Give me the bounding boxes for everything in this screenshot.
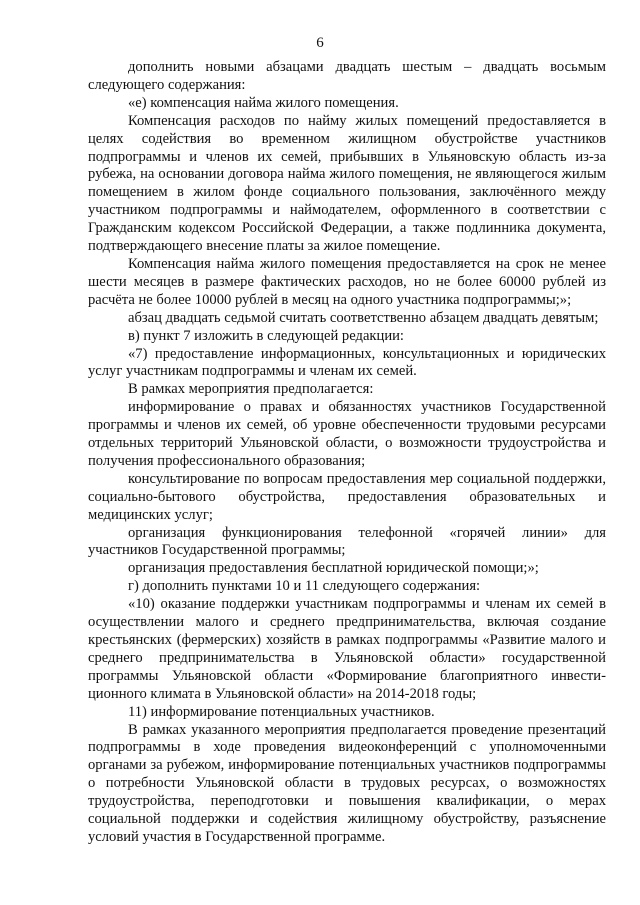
paragraph: в) пункт 7 изложить в следующей редакции: [128,327,404,344]
paragraph: организация предоставления бесплатной юридической помощи;»; [128,560,539,577]
paragraph: организация функционирования телефонной «горячей линии» для участников Государственной программы; [88,524,606,559]
paragraph: Компенсация найма жилого помещения предоставляется на срок не менее шести месяцев в размере фактических расходов, но не более 60000 рублей из расчёта не более 10000 рублей в месяц на одного участника подпрограммы;»; [88,255,606,308]
paragraph: абзац двадцать седьмой считать соответственно абзацем двадцать девятым; [128,309,599,326]
paragraph: «10) оказание поддержки участникам подпрограммы и членам их семей в осуществлении малого и среднего предпринимательства, включая создание крестьянских (фермерских) хозяйств в рамках подпрограммы «Развитие малого и среднего предпринимательства в Ульяновской области» государственной программы Ульяновской области «Формирование благоприятного инвестиционного климата в Ульяновской области» на 2014-2018 годы; [88,596,606,702]
paragraph: В рамках указанного мероприятия предполагается проведение презентаций подпрограммы в ходе проведения видеоконференций с уполномоченными органами за рубежом, информирование потенциальных участников подпрограммы о потребности Ульяновской области в трудовых ресурсах, о возможностях трудоустройства, переподготовки и повышения квалификации, о мерах социальной поддержки и содействия жилищному обустройству, разъяснение условий участия в Государственной программе. [88,721,606,845]
paragraph: дополнить новыми абзацами двадцать шестым – двадцать восьмым следующего содержания: [88,59,606,93]
page-number: 6 [316,35,324,51]
paragraph: Компенсация расходов по найму жилых помещений предоставляется в целях содействия во временном жилищном обустройстве участников подпрограммы и членов их семей, прибывших в Ульяновскую область из-за рубежа, на основании договора найма жилого помещения, не являющегося жилым помещением в жилом фонде социального пользования, заключённого между участником подпрограммы и наймодателем, оформленного в соответствии с Гражданским кодексом Российской Федерации, а также подлинника документа, подтверждающего внесение платы за жилое помещение. [88,112,606,255]
paragraph: информирование о правах и обязанностях участников Государственной программы и членов их семей, об уровне обеспеченности трудовыми ресурсами отдельных территорий Ульяновской области, о возможности трудоустройства и получения профессионального образования; [88,399,606,469]
paragraph: «7) предоставление информационных, консультационных и юридических услуг участникам подпрограммы и членам их семей. [88,345,606,380]
paragraph: консультирование по вопросам предоставления мер социальной поддержки, социально-бытового обустройства, предоставления образовательных и медицинских услуг; [88,470,606,523]
paragraph: 11) информирование потенциальных участников. [128,703,435,720]
document-body [88,59,606,847]
paragraph: «е) компенсация найма жилого помещения. [128,94,399,111]
paragraph: В рамках мероприятия предполагается: [128,381,374,398]
paragraph: г) дополнить пунктами 10 и 11 следующего содержания: [128,578,481,595]
